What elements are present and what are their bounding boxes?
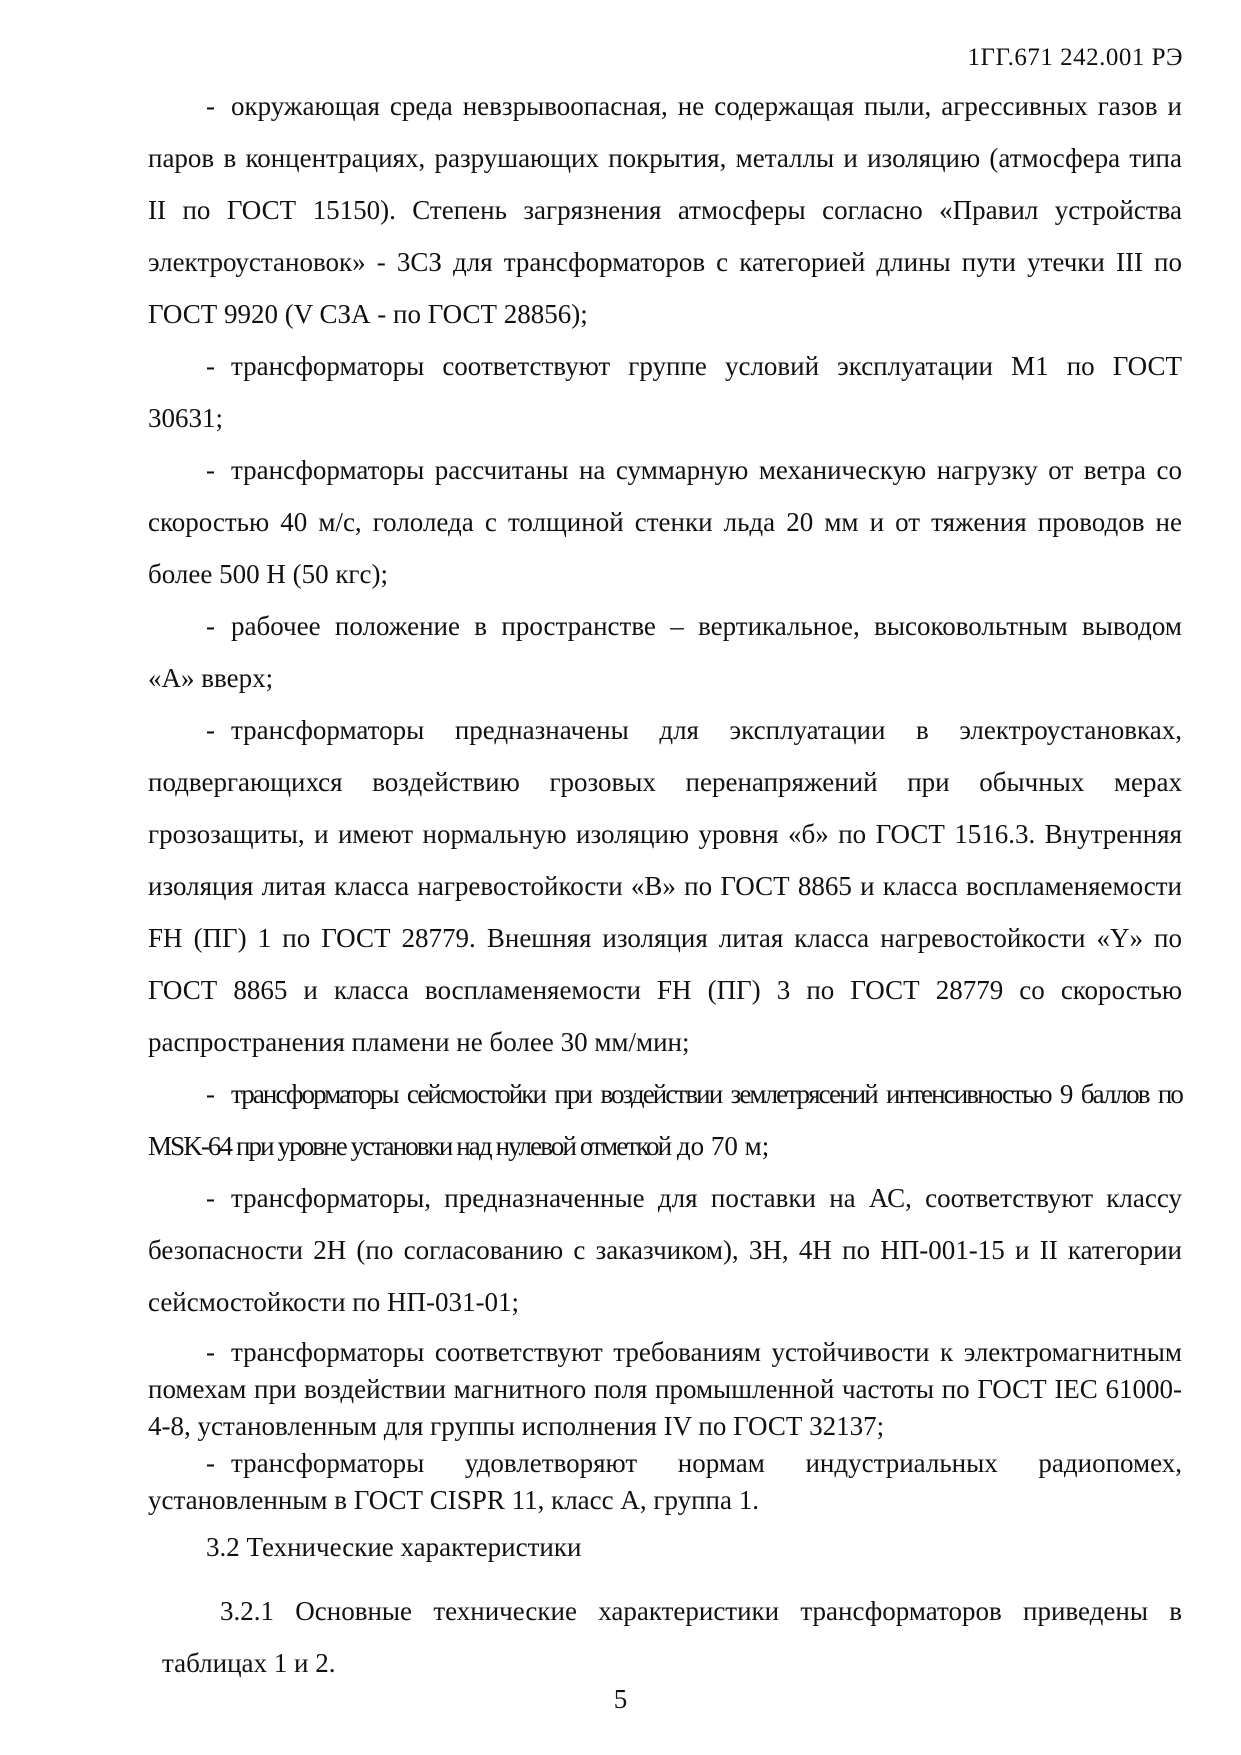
- document-code: 1ГГ.671 242.001 РЭ: [967, 44, 1183, 71]
- list-item: [148, 444, 1182, 600]
- list-item-text: трансформаторы соответствуют группе условий эксплуатации М1 по ГОСТ 30631;: [148, 351, 1182, 433]
- list-dash: -: [206, 1337, 215, 1367]
- list-item-text: трансформаторы, предназначенные для поставки на АС, соответствуют классу безопасности 2Н (по согласованию с заказчиком), 3Н, 4Н по НП-001-15 и II категории сейсмостойкости по НП-031-01;: [148, 1183, 1182, 1317]
- list-item-text: трансформаторы соответствуют требованиям устойчивости к электромагнитным помехам при воздействии магнитного поля промышленной частоты по ГОСТ IEC 61000-4-8, установленным для группы исполнения IV по ГОСТ 32137;: [148, 1337, 1182, 1441]
- list-dash: -: [206, 611, 215, 641]
- list-item: [148, 1068, 1182, 1172]
- list-dash: -: [206, 455, 215, 485]
- list-dash: -: [206, 351, 215, 381]
- subsection-paragraph: 3.2.1 Основные технические характеристики трансформаторов приведены в таблицах 1 и 2.: [162, 1596, 1182, 1678]
- list-dash: -: [206, 91, 215, 121]
- list-item: [148, 80, 1182, 340]
- list-dash: -: [206, 1079, 215, 1109]
- list-dash: -: [206, 715, 215, 745]
- list-item: [148, 1334, 1182, 1445]
- list-item-text-tail: до 70 м;: [670, 1131, 770, 1161]
- list-dash: -: [206, 1448, 215, 1478]
- list-item: [148, 704, 1182, 1068]
- list-item-text: трансформаторы рассчитаны на суммарную механическую нагрузку от ветра со скоростью 40 м/с, гололеда с толщиной стенки льда 20 мм и от тяжения проводов не более 500 Н (50 кгс);: [148, 455, 1182, 589]
- list-item: [148, 600, 1182, 704]
- list-dash: -: [206, 1183, 215, 1213]
- page-number: 5: [613, 1684, 628, 1714]
- list-item-text: рабочее положение в пространстве – вертикальное, высоковольтным выводом «А» вверх;: [148, 611, 1182, 693]
- list-item-text: трансформаторы сейсмостойки при воздействии землетрясений интенсивностью 9 баллов по MSK-64 при уровне установки над нулевой отметкой: [148, 1079, 1182, 1161]
- list-item-text: трансформаторы удовлетворяют нормам индустриальных радиопомех, установленным в ГОСТ CISPR 11, класс А, группа 1.: [148, 1448, 1182, 1515]
- section-heading: 3.2 Технические характеристики: [206, 1532, 582, 1562]
- list-item: [148, 1172, 1182, 1328]
- list-item: [148, 340, 1182, 444]
- list-item-text: окружающая среда невзрывоопасная, не содержащая пыли, агрессивных газов и паров в концентрациях, разрушающих покрытия, металлы и изоляцию (атмосфера типа II по ГОСТ 15150). Степень загрязнения атмосферы согласно «Правил устройства электроустановок» - 3СЗ для трансформаторов с категорией длины пути утечки III по ГОСТ 9920 (V СЗА - по ГОСТ 28856);: [148, 91, 1182, 329]
- page-body: [148, 80, 1182, 1689]
- list-item-text: трансформаторы предназначены для эксплуатации в электроустановках, подвергающихся воздействию грозовых перенапряжений при обычных мерах грозозащиты, и имеют нормальную изоляцию уровня «б» по ГОСТ 1516.3. Внутренняя изоляция литая класса нагревостойкости «В» по ГОСТ 8865 и класса воспламеняемости FH (ПГ) 1 по ГОСТ 28779. Внешняя изоляция литая класса нагревостойкости «Y» по ГОСТ 8865 и класса воспламеняемости FH (ПГ) 3 по ГОСТ 28779 со скоростью распространения пламени не более 30 мм/мин;: [148, 715, 1182, 1057]
- list-item: [148, 1445, 1182, 1519]
